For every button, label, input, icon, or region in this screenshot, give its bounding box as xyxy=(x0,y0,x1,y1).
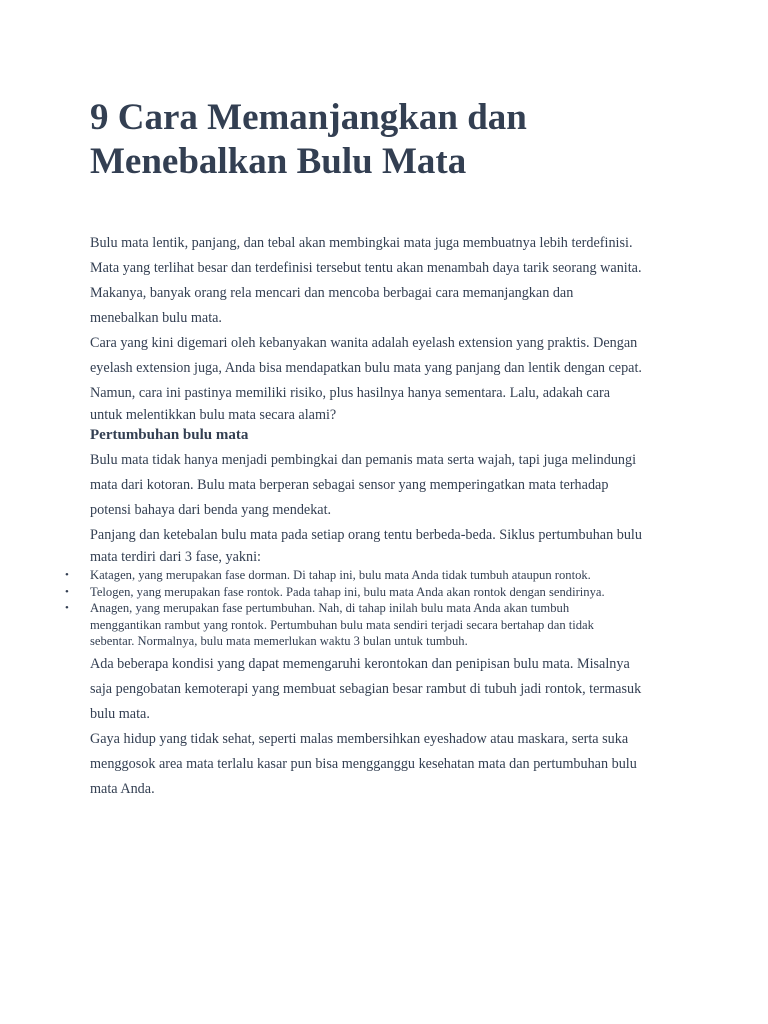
text-line: mata dari kotoran. Bulu mata berperan sebagai sensor yang memperingatkan mata terhadap xyxy=(90,477,609,493)
text-line: Mata yang terlihat besar dan terdefinisi tersebut tentu akan menambah daya tarik seorang wanita. xyxy=(90,260,642,276)
list-item-text: Anagen, yang merupakan fase pertumbuhan. Nah, di tahap inilah bulu mata Anda akan tumbuh xyxy=(90,601,570,615)
text-line: saja pengobatan kemoterapi yang membuat sebagian besar rambut di tubuh jadi rontok, termasuk xyxy=(90,680,642,697)
text-line: Makanya, banyak orang rela mencari dan mencoba berbagai cara memanjangkan dan xyxy=(90,285,574,301)
list-item-text: Katagen, yang merupakan fase dorman. Di tahap ini, bulu mata Anda tidak tumbuh ataupun rontok. xyxy=(90,568,591,582)
bullet-icon: • xyxy=(65,569,69,581)
text-line: Namun, cara ini pastinya memiliki risiko, plus hasilnya hanya sementara. Lalu, adakah cara xyxy=(90,385,611,401)
text-line: bulu mata. xyxy=(90,705,150,722)
list-item xyxy=(65,600,690,650)
paragraph-eyelash-extension xyxy=(90,331,690,424)
text-line: Gaya hidup yang tidak sehat, seperti malas membersihkan eyeshadow atau maskara, serta suka xyxy=(90,730,629,747)
text-line: mata terdiri dari 3 fase, yakni: xyxy=(90,549,261,565)
text-line: Bulu mata tidak hanya menjadi pembingkai dan pemanis mata serta wajah, tapi juga melindungi xyxy=(90,452,637,468)
text-line: mata Anda. xyxy=(90,780,155,797)
list-item-text: Telogen, yang merupakan fase rontok. Pada tahap ini, bulu mata Anda akan rontok dengan sendirinya. xyxy=(90,584,605,599)
section-heading: Pertumbuhan bulu mata xyxy=(90,427,249,443)
article-title xyxy=(90,96,690,184)
text-line: Cara yang kini digemari oleh kebanyakan wanita adalah eyelash extension yang praktis. Dengan xyxy=(90,335,638,351)
paragraph-growth xyxy=(90,448,690,523)
list-item-text: menggantikan rambut yang rontok. Pertumbuhan bulu mata sendiri terjadi secara bertahap dan tidak xyxy=(90,617,594,632)
bullet-icon: • xyxy=(65,585,69,598)
text-line: Bulu mata lentik, panjang, dan tebal akan membingkai mata juga membuatnya lebih terdefinisi. xyxy=(90,235,633,251)
bullet-icon: • xyxy=(65,602,69,614)
text-line: Ada beberapa kondisi yang dapat memengaruhi kerontokan dan penipisan bulu mata. Misalnya xyxy=(90,655,630,672)
article-body xyxy=(65,231,690,802)
paragraph-hair-loss xyxy=(90,652,690,727)
title-line: 9 Cara Memanjangkan dan xyxy=(90,97,527,138)
text-line: menggosok area mata terlalu kasar pun bisa mengganggu kesehatan mata dan pertumbuhan bulu xyxy=(90,755,637,772)
text-line: eyelash extension juga, Anda bisa mendapatkan bulu mata yang panjang dan lentik dengan cepat. xyxy=(90,360,642,376)
paragraph-lifestyle xyxy=(90,727,690,802)
list-item xyxy=(65,567,690,584)
growth-phase-list xyxy=(65,567,690,650)
list-item-text: sebentar. Normalnya, bulu mata memerlukan waktu 3 bulan untuk tumbuh. xyxy=(90,634,468,648)
text-line: menebalkan bulu mata. xyxy=(90,310,222,326)
paragraph-intro xyxy=(90,231,690,331)
title-line: Menebalkan Bulu Mata xyxy=(90,141,467,182)
list-item xyxy=(65,584,690,601)
text-line: Panjang dan ketebalan bulu mata pada setiap orang tentu berbeda-beda. Siklus pertumbuhan bulu xyxy=(90,527,642,543)
text-line: untuk melentikkan bulu mata secara alami? xyxy=(90,407,337,423)
paragraph-growth-cycle xyxy=(90,523,690,567)
text-line: potensi bahaya dari benda yang mendekat. xyxy=(90,502,332,518)
